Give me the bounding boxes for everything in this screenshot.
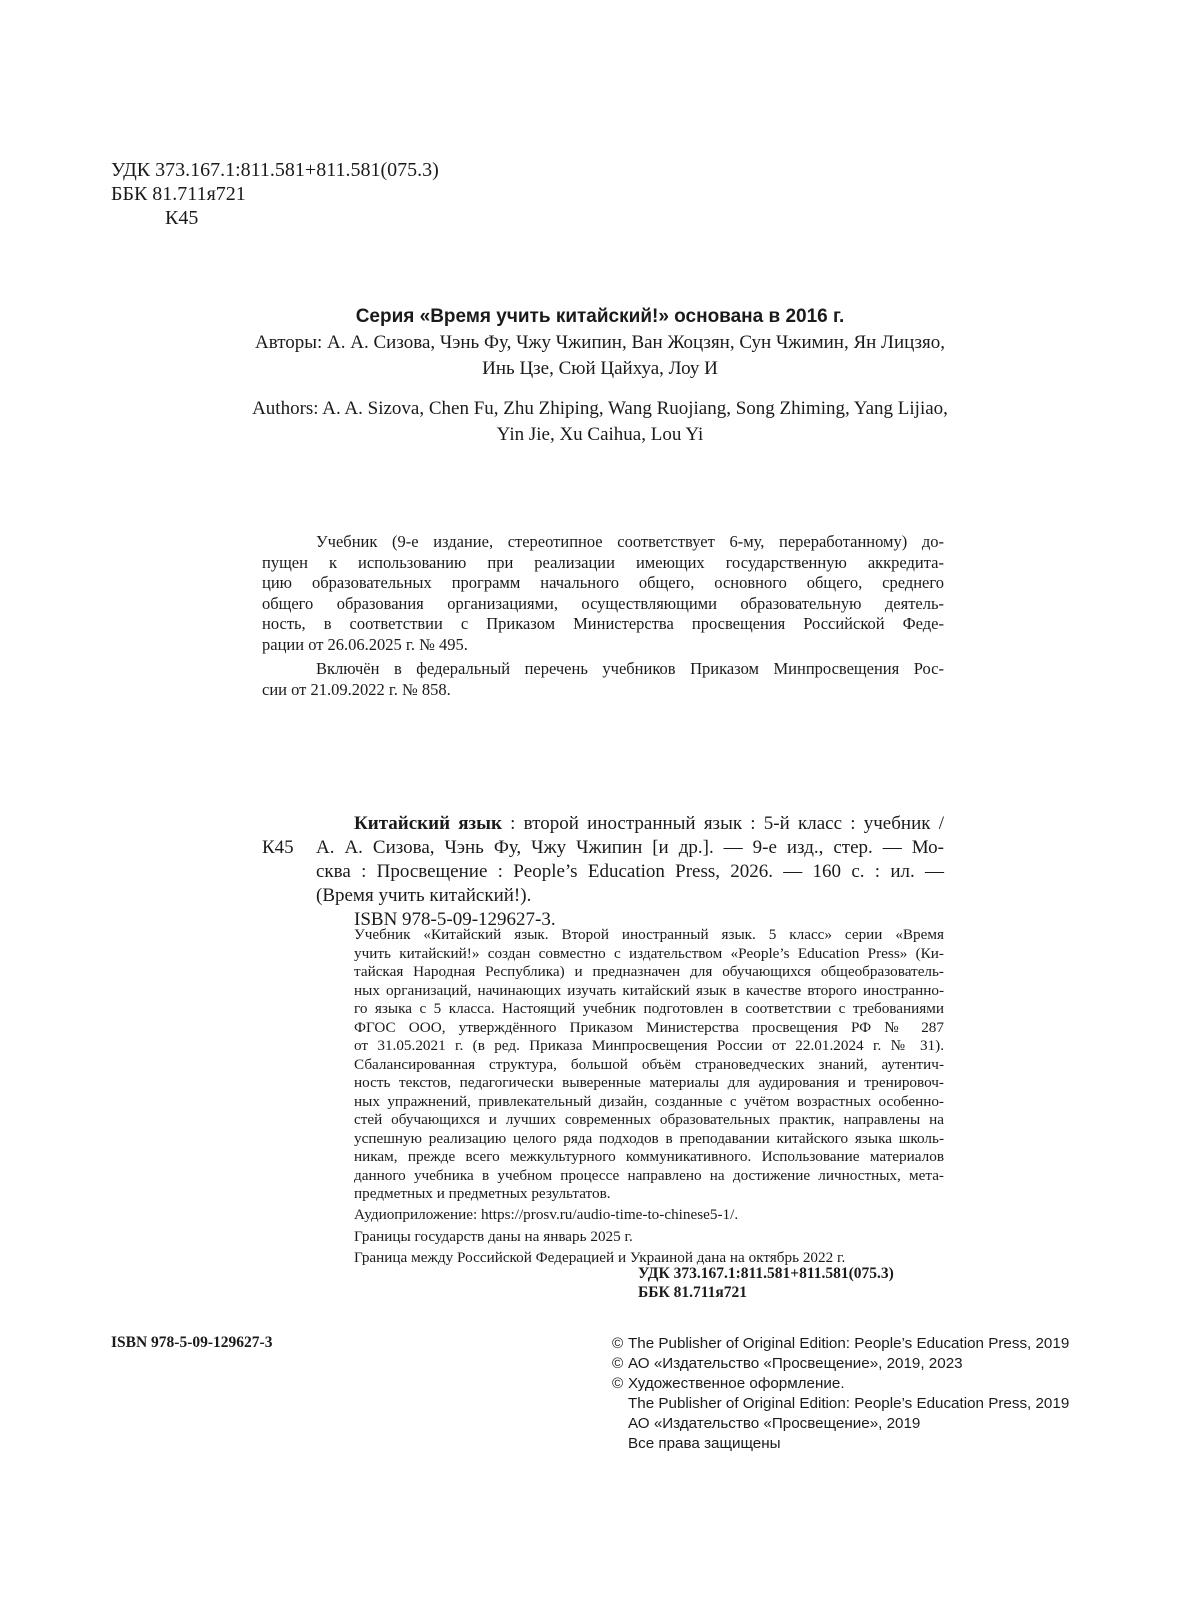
series-title: Серия «Время учить китайский!» основана в 2016 г.: [355, 306, 845, 327]
annotation-line: успешную реализацию целого ряда подходов в преподавании китайского языка школь-: [354, 1129, 944, 1147]
annotation-line: Учебник «Китайский язык. Второй иностранный язык. 5 класс» серии «Время: [354, 926, 944, 943]
annotation-line: от 31.05.2021 г. (в ред. Приказа Минпросвещения России от 22.01.2024 г. № 31).: [354, 1037, 944, 1054]
annotation-line: ных упражнений, привлекательный дизайн, созданные с учётом возрастных особеннo-: [354, 1092, 944, 1110]
borders-note-1: Границы государств даны на январь 2025 г.: [354, 1228, 633, 1245]
biblio-isbn: ISBN 978-5-09-129627-3.: [354, 909, 556, 930]
approval-line: Учебник (9-е издание, стереотипное соответствует 6-му, переработанному) до-: [316, 532, 944, 551]
copyright-icon: ©: [612, 1335, 624, 1352]
borders-note-2: Граница между Российской Федерацией и Украиной дана на октябрь 2022 г.: [354, 1248, 846, 1266]
biblio-line-4: (Время учить китайский!).: [316, 885, 532, 906]
approval-line: цию образовательных программ начального общего, основного общего, среднего: [262, 573, 944, 592]
annotation-line: ность текстов, педагогически выверенные материалы для аудирования и тренировоч-: [354, 1074, 944, 1091]
udk-code-bottom: УДК 373.167.1:811.581+811.581(075.3): [638, 1265, 894, 1282]
copyright-line-5: АО «Издательство «Просвещение», 2019: [628, 1415, 921, 1432]
bbk-code-bottom: ББК 81.711я721: [638, 1284, 748, 1301]
annotation-line: ФГОС ООО, утверждённого Приказом Министерства просвещения РФ № 287: [354, 1018, 944, 1036]
series-block: [200, 304, 1000, 448]
annotation-line: ных организаций, начинающих изучать китайский язык в качестве второго иностранно-: [354, 981, 944, 999]
biblio-line-2: А. А. Сизова, Чэнь Фу, Чжу Чжипин [и др.]. — 9-е изд., стер. — Мо-: [316, 837, 944, 858]
authors-ru-line-2: Инь Цзе, Сюй Цайхуа, Лоу И: [482, 358, 718, 379]
rights-reserved: Все права защищены: [628, 1435, 781, 1452]
copyright-line-1: © The Publisher of Original Edition: People’s Education Press, 2019: [612, 1335, 1070, 1352]
authors-en-line-1: Authors: A. A. Sizova, Chen Fu, Zhu Zhiping, Wang Ruojiang, Song Zhiming, Yang Lijiao,: [252, 398, 948, 419]
annotation-line: предметных и предметных результатов.: [354, 1185, 611, 1202]
annotation-line: данного учебника в учебном процессе направлено на достижение личностных, мета-: [354, 1166, 944, 1184]
annotation-line: учить китайский!» создан совместно с издательством «People’s Education Press» (Ки-: [354, 944, 944, 962]
annotation-line: стей обучающихся и лучших современных образовательных практик, направлены на: [354, 1111, 944, 1128]
copyright-block: [612, 1334, 1069, 1454]
biblio-author-mark: К45: [262, 837, 294, 858]
book-title: Китайский язык: [354, 813, 502, 834]
copyright-line-4: The Publisher of Original Edition: People’s Education Press, 2019: [628, 1395, 1070, 1412]
approval-line: ность, в соответствии с Приказом Министерства просвещения Российской Феде-: [262, 614, 944, 633]
annotation: [354, 926, 944, 1267]
audio-link: Аудиоприложение: https://prosv.ru/audio-time-to-chinese5-1/.: [354, 1205, 739, 1223]
federal-list-line: Включён в федеральный перечень учебников Приказом Минпросвещения Рос-: [316, 659, 944, 678]
author-mark: К45: [165, 207, 199, 229]
copyright-line-3: © Художественное оформление.: [612, 1375, 845, 1392]
approval-block: [262, 532, 944, 700]
bottom-classification: [638, 1264, 894, 1302]
udk-code: УДК 373.167.1:811.581+811.581(075.3): [111, 159, 439, 181]
copyright-icon: ©: [612, 1375, 624, 1392]
bbk-code: ББК 81.711я721: [111, 183, 246, 205]
annotation-line: Сбалансированная структура, большой объём страноведческих знаний, аутентич-: [354, 1055, 944, 1073]
annotation-line: тайская Народная Республика) и предназначен для обучающихся общеобразователь-: [354, 963, 944, 980]
annotation-line: го языка с 5 класса. Настоящий учебник подготовлен в соответствии с требованиями: [354, 1000, 944, 1017]
top-classification: [111, 158, 439, 230]
approval-line: общего образования организациями, осуществляющими образовательную деятель-: [262, 593, 944, 613]
authors-ru-line-1: Авторы: А. А. Сизова, Чэнь Фу, Чжу Чжипин, Ван Жоцзян, Сун Чжимин, Ян Лицзяо,: [254, 332, 946, 353]
federal-list-line: сии от 21.09.2022 г. № 858.: [262, 679, 451, 699]
bibliographic-record: [262, 812, 944, 932]
isbn: ISBN 978-5-09-129627-3: [111, 1334, 273, 1351]
annotation-line: никам, прежде всего межкультурного коммуникативного. Использование материалов: [354, 1148, 944, 1165]
book-title-rest: : второй иностранный язык : 5-й класс : учебник /: [501, 813, 944, 834]
copyright-icon: ©: [612, 1355, 624, 1372]
authors-en-line-2: Yin Jie, Xu Caihua, Lou Yi: [496, 424, 704, 445]
approval-line: рации от 26.06.2025 г. № 495.: [262, 634, 468, 654]
approval-line: пущен к использованию при реализации имеющих государственную аккредита-: [262, 552, 944, 572]
biblio-line-1: [262, 812, 944, 836]
copyright-line-2: © АО «Издательство «Просвещение», 2019, 2023: [612, 1355, 963, 1372]
biblio-line-3: сква : Просвещение : People’s Education Press, 2026. — 160 с. : ил. —: [316, 861, 944, 882]
